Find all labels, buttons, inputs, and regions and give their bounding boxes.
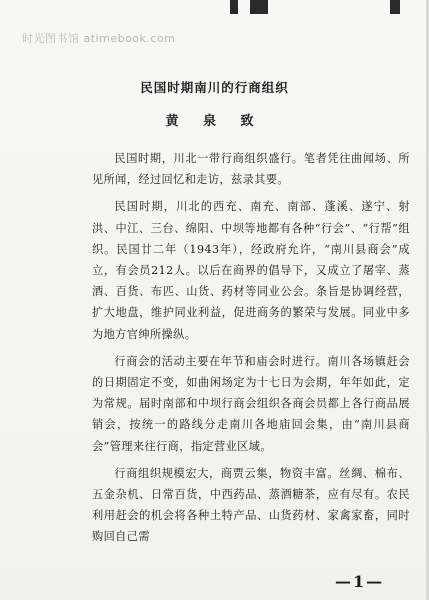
watermark: 时光图书馆 atimebook.com [22, 32, 176, 45]
scan-edge-mark [230, 0, 238, 14]
page-number: —1— [335, 572, 385, 591]
body-text [92, 148, 410, 554]
author-name: 黄 泉 致 [165, 114, 264, 129]
document-title: 民国时期南川的行商组织 [140, 80, 289, 95]
scan-edge-mark [250, 0, 268, 14]
paragraph: 行商组织规模宏大，商贾云集，物资丰富。丝绸、棉布、五金杂机、日常百货，中西药品、蒸酒糖茶，应有尽有。农民利用赶会的机会将各种土特产品、山货药材、家禽家畜，同时购回自己需 [92, 466, 410, 544]
paragraph: 行商会的活动主要在年节和庙会时进行。南川各场镇赶会的日期固定不变，如曲闲场定为十七日为会期，年年如此，定为常规。届时南部和中坝行商会组织各商会员都上各行商品展销会，按统一的路线分走南川各地庙回会集，由“南川县商会”管理来往行商，指定营业区域。 [92, 354, 410, 453]
scan-edge-mark [390, 0, 400, 14]
paragraph: 民国时期，川北一带行商组织盛行。笔者凭往曲闻场、所见所闻，经过回忆和走访，兹录其要。 [92, 152, 410, 187]
paragraph: 民国时期，川北的西充、南充、南部、蓬溪、遂宁、射洪、中江、三台、绵阳、中坝等地都有各种“行会”、“行帮”组织。民国廿二年（1943年），经政府允许，“南川县商会”成立，有会员212人。以后在商界的倡导下，又成立了屠宰、蒸酒、百货、布匹、山货、药材等同业公会。条旨是协调经营，扩大地盘，维护同业利益，促进商务的繁荣与发展。同业中多为地方官绅所操纵。 [92, 200, 410, 341]
